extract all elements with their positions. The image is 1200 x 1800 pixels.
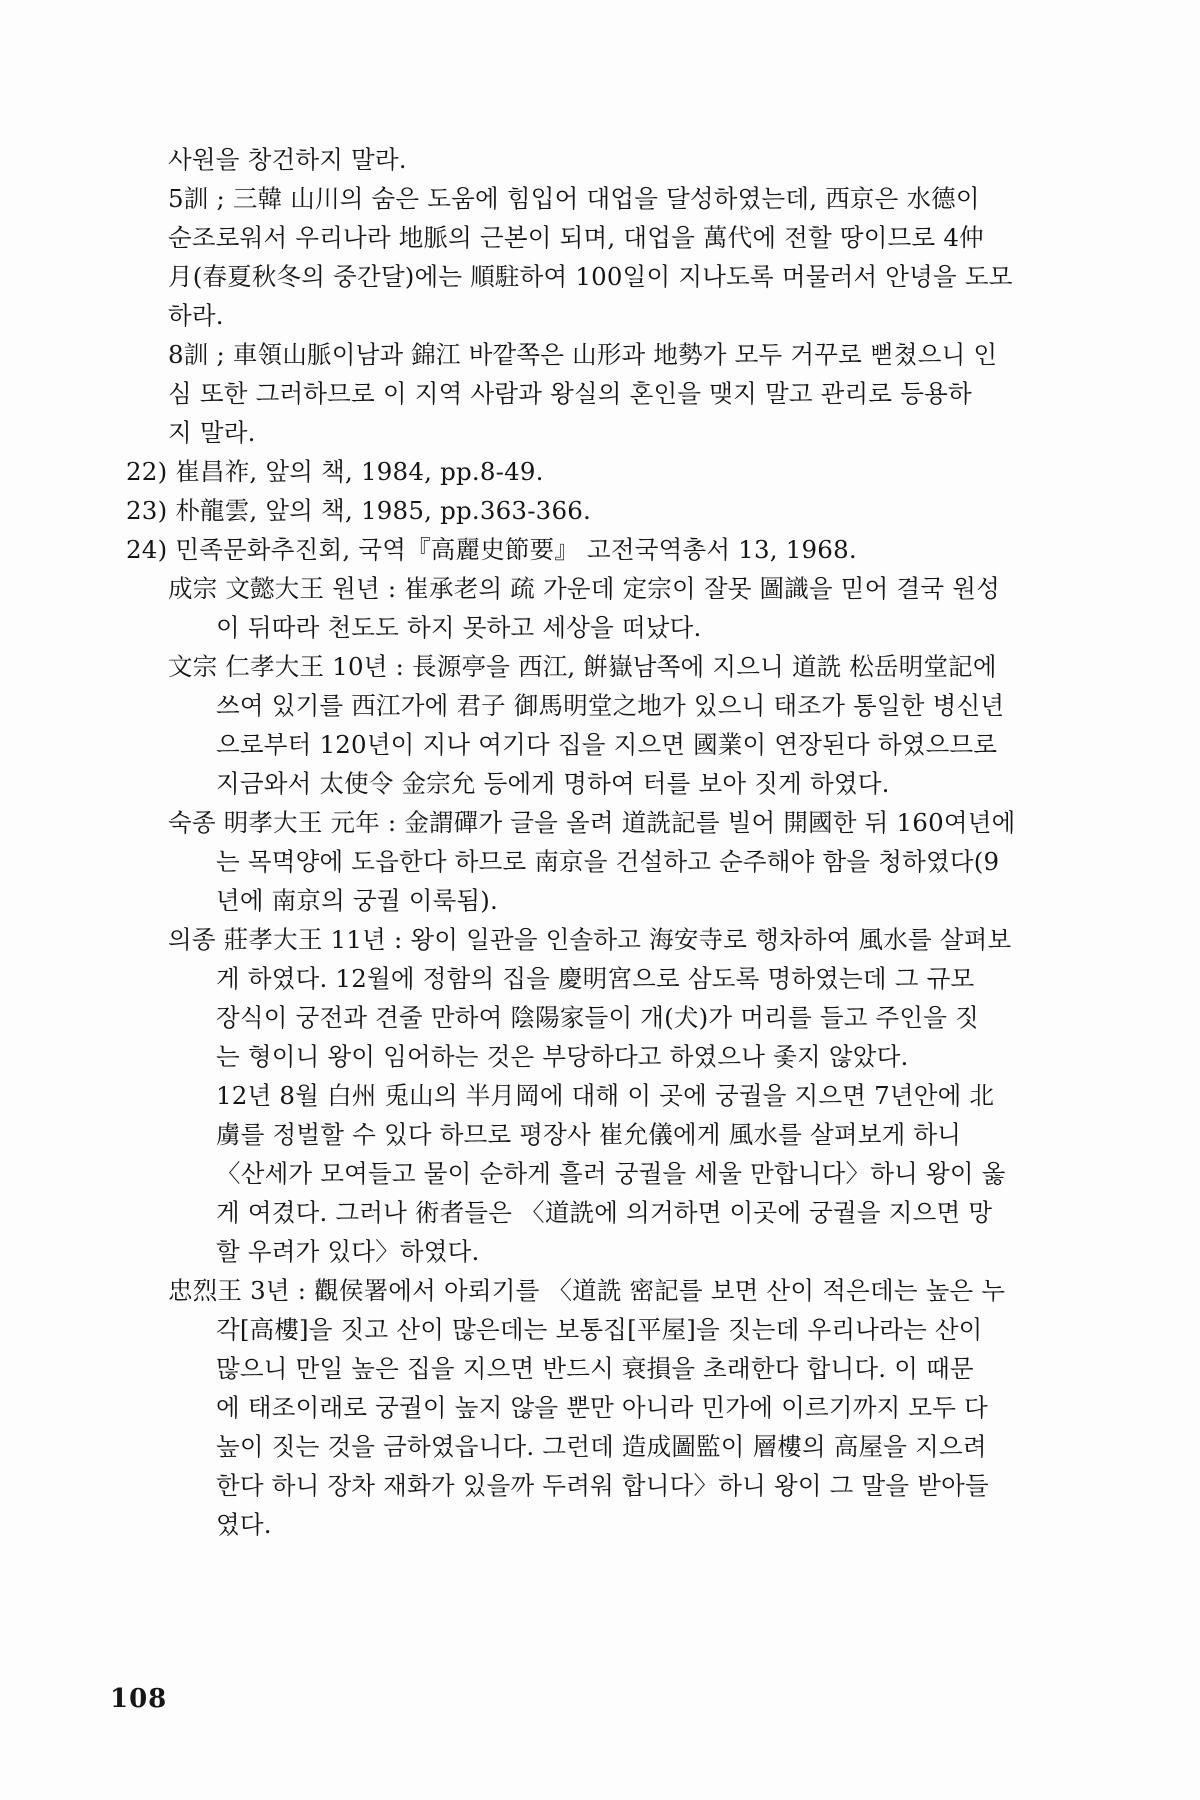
text-line: 月(春夏秋冬의 중간달)에는 順駐하여 100일이 지나도록 머물러서 안녕을 도모 (168, 262, 1013, 291)
text-line: 成宗 文懿大王 원년 : 崔承老의 疏 가운데 定宗이 잘못 圖識을 믿어 결국 원성 (168, 574, 1000, 603)
text-line: 게 여겼다. 그러나 術者들은 〈道詵에 의거하면 이곳에 궁궐을 지으면 망 (216, 1198, 993, 1227)
text-line: 한다 하니 장차 재화가 있을까 두려워 합니다〉하니 왕이 그 말을 받아들 (216, 1471, 989, 1500)
text-line: 지금와서 太使令 金宗允 등에게 명하여 터를 보아 짓게 하였다. (216, 769, 890, 798)
text-line: 지 말라. (168, 418, 256, 447)
text-line: 숙종 明孝大王 元年 : 金謂磾가 글을 올려 道詵記를 빌어 開國한 뒤 160여년에 (168, 808, 1016, 837)
text-line: 많으니 만일 높은 집을 지으면 반드시 衰損을 초래한다 합니다. 이 때문 (216, 1354, 974, 1383)
text-line: 사원을 창건하지 말라. (168, 145, 407, 174)
text-line: 이 뒤따라 천도도 하지 못하고 세상을 떠났다. (216, 613, 702, 642)
text-line: 5訓 ; 三韓 山川의 숨은 도움에 힘입어 대업을 달성하였는데, 西京은 水德이 (168, 184, 980, 213)
footnote-23: 23) 朴龍雲, 앞의 책, 1985, pp.363-366. (126, 496, 592, 525)
text-line: 8訓 ; 車領山脈이남과 錦江 바깥쪽은 山形과 地勢가 모두 거꾸로 뻗쳤으니 인 (168, 340, 998, 369)
text-line: 文宗 仁孝大王 10년 : 長源亭을 西江, 餠嶽남쪽에 지으니 道詵 松岳明堂記에 (168, 652, 997, 681)
text-line: 12년 8월 白州 兎山의 半月岡에 대해 이 곳에 궁궐을 지으면 7년안에 北 (216, 1081, 995, 1110)
text-line: 각[高樓]을 짓고 산이 많은데는 보통집[平屋]을 짓는데 우리나라는 산이 (216, 1315, 983, 1344)
text-line: 높이 짓는 것을 금하였읍니다. 그런데 造成圖監이 層樓의 高屋을 지으려 (216, 1432, 987, 1461)
footnote-22: 22) 崔昌祚, 앞의 책, 1984, pp.8-49. (126, 457, 544, 486)
text-line: 으로부터 120년이 지나 여기다 집을 지으면 國業이 연장된다 하였으므로 (216, 730, 998, 759)
text-line: 심 또한 그러하므로 이 지역 사람과 왕실의 혼인을 맺지 말고 관리로 등용하 (168, 379, 972, 408)
text-line: 는 목멱양에 도읍한다 하므로 南京을 건설하고 순주해야 함을 청하였다(9 (216, 847, 1000, 876)
text-line: 하라. (168, 301, 224, 330)
page-number: 108 (110, 1684, 168, 1714)
text-line: 忠烈王 3년 : 觀侯署에서 아뢰기를 〈道詵 密記를 보면 산이 적은데는 높은 누 (168, 1276, 1006, 1305)
text-line: 쓰여 있기를 西江가에 君子 御馬明堂之地가 있으니 태조가 통일한 병신년 (216, 691, 1005, 720)
text-line: 게 하였다. 12월에 정함의 집을 慶明宮으로 삼도록 명하였는데 그 규모 (216, 964, 975, 993)
text-line: 장식이 궁전과 견줄 만하여 陰陽家들이 개(犬)가 머리를 들고 주인을 짓 (216, 1003, 980, 1032)
text-line: 〈산세가 모여들고 물이 순하게 흘러 궁궐을 세울 만합니다〉하니 왕이 옳 (216, 1159, 1006, 1188)
footnote-24: 24) 민족문화추진회, 국역『高麗史節要』 고전국역총서 13, 1968. (126, 535, 857, 564)
text-line: 순조로워서 우리나라 地脈의 근본이 되며, 대업을 萬代에 전할 땅이므로 4仲 (168, 223, 984, 252)
text-line: 에 태조이래로 궁궐이 높지 않을 뿐만 아니라 민가에 이르기까지 모두 다 (216, 1393, 989, 1422)
text-line: 년에 南京의 궁궐 이룩됨). (216, 886, 499, 915)
text-line: 의종 莊孝大王 11년 : 왕이 일관을 인솔하고 海安寺로 행차하여 風水를 살펴보 (168, 925, 1012, 954)
text-line: 虜를 정벌할 수 있다 하므로 평장사 崔允儀에게 風水를 살펴보게 하니 (216, 1120, 962, 1149)
text-line: 였다. (216, 1510, 272, 1539)
text-line: 는 형이니 왕이 임어하는 것은 부당하다고 하였으나 좇지 않았다. (216, 1042, 909, 1071)
text-line: 할 우려가 있다〉하였다. (216, 1237, 480, 1266)
